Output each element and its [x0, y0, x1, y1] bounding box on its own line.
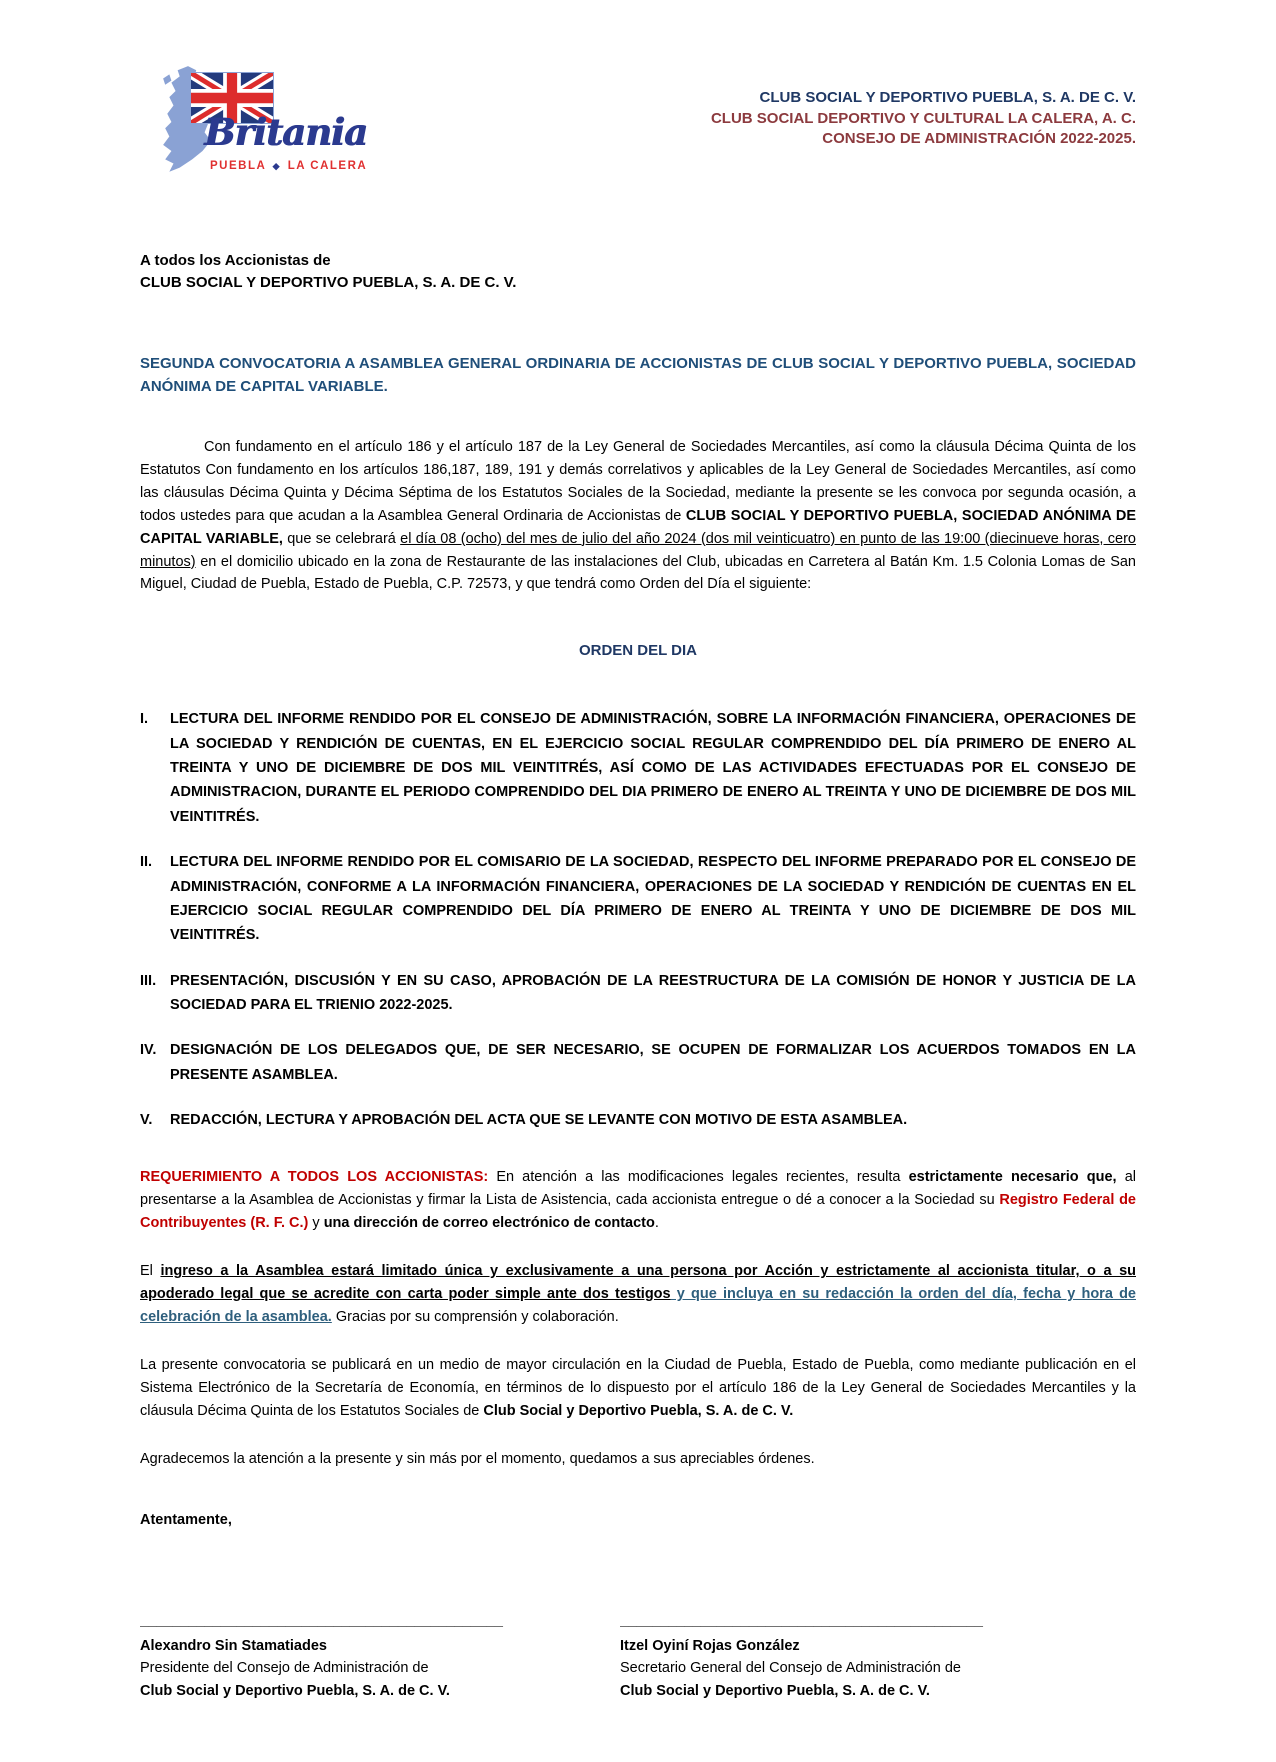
recipient-block [140, 250, 1136, 294]
org-line-2: CLUB SOCIAL DEPORTIVO Y CULTURAL LA CALERA, A. C. [710, 109, 1136, 127]
letterhead-org-lines [711, 62, 1136, 150]
orden-del-dia-heading: ORDEN DEL DIA [578, 642, 698, 660]
orden-item-4-numeral: IV. [140, 1042, 157, 1059]
orden-item-3-numeral: III. [140, 972, 157, 989]
signature-left-company: Club Social y Deportivo Puebla, S. A. de C. V. [140, 1682, 450, 1699]
ingreso-paragraph: El ingreso a la Asamblea estará limitado única y exclusivamente a una persona por Acción y estrictamente al accionista titular, o a su apoderado legal que se acredite con carta poder simple ante dos testigos y que incluya en su redacción la orden del día, fecha y hora de celebración de la asamblea. Gracias por su comprensión y colaboración. [140, 1263, 1136, 1325]
intro-paragraph: Con fundamento en el artículo 186 y el artículo 187 de la Ley General de Sociedades Mercantiles, así como la cláusula Décima Quinta de los Estatutos Con fundamento en los artículos 186,187, 189, 191 y demás correlativos y aplicables de la Ley General de Sociedades Mercantiles, así como las cláusulas Décima Quinta y Décima Séptima de los Estatutos Sociales de la Sociedad, mediante la presente se les convoca por segunda ocasión, a todos ustedes para que acudan a la Asamblea General Ordinaria de Accionistas de CLUB SOCIAL Y DEPORTIVO PUEBLA, SOCIEDAD ANÓNIMA DE CAPITAL VARIABLE, que se celebrará el día 08 (ocho) del mes de julio del año 2024 (dos mil veinticuatro) en punto de las 19:00 (diecinueve horas, cero minutos) en el domicilio ubicado en la zona de Restaurante de las instalaciones del Club, ubicadas en Carretera al Batán Km. 1.5 Colonia Lomas de San Miguel, Ciudad de Puebla, Estado de Puebla, C.P. 72573, y que tendrá como Orden del Día el siguiente: [140, 439, 1136, 593]
signature-left [140, 1610, 610, 1702]
orden-item-5 [140, 1108, 1136, 1132]
orden-item-2-text: LECTURA DEL INFORME RENDIDO POR EL COMISARIO DE LA SOCIEDAD, RESPECTO DEL INFORME PREPARADO POR EL CONSEJO DE ADMINISTRACIÓN, CONFORME A LA INFORMACIÓN FINANCIERA, OPERACIONES DE LA SOCIEDAD Y RENDICIÓN DE CUENTAS EN EL EJERCICIO SOCIAL REGULAR COMPRENDIDO DEL DÍA PRIMERO DE ENERO AL TREINTA Y UNO DE DICIEMBRE DE DOS MIL VEINTITRÉS. [170, 854, 1136, 944]
orden-item-1-numeral: I. [140, 711, 149, 728]
signature-right-line: _____________________________________________ [620, 1613, 983, 1630]
logo-tagline [210, 160, 367, 172]
logo-tagline-right: LA CALERA [287, 160, 368, 172]
signature-right-company: Club Social y Deportivo Puebla, S. A. de C. V. [620, 1682, 930, 1699]
signature-block [140, 1610, 1136, 1702]
recipient-line-2: CLUB SOCIAL Y DEPORTIVO PUEBLA, S. A. DE C. V. [140, 273, 517, 291]
signature-left-name: Alexandro Sin Stamatiades [140, 1637, 327, 1654]
signature-right-role: Secretario General del Consejo de Administración de [620, 1660, 961, 1677]
diamond-icon: ◆ [272, 161, 281, 171]
orden-item-3-text: PRESENTACIÓN, DISCUSIÓN Y EN SU CASO, APROBACIÓN DE LA REESTRUCTURA DE LA COMISIÓN DE HONOR Y JUSTICIA DE LA SOCIEDAD PARA EL TRIENIO 2022-2025. [170, 972, 1136, 1013]
britania-logo [148, 62, 368, 182]
signature-left-role: Presidente del Consejo de Administración de [140, 1660, 429, 1677]
orden-del-dia-list [140, 707, 1136, 1132]
signature-left-line: _____________________________________________ [140, 1613, 503, 1630]
orden-item-1-text: LECTURA DEL INFORME RENDIDO POR EL CONSEJO DE ADMINISTRACIÓN, SOBRE LA INFORMACIÓN FINANCIERA, OPERACIONES DE LA SOCIEDAD Y RENDICIÓN DE CUENTAS, EN EL EJERCICIO SOCIAL REGULAR COMPRENDIDO DEL DÍA PRIMERO DE ENERO AL TREINTA Y UNO DE DICIEMBRE DE DOS MIL VEINTITRÉS, ASÍ COMO DE LAS ACTIVIDADES EFECTUADAS POR EL CONSEJO DE ADMINISTRACION, DURANTE EL PERIODO COMPRENDIDO DEL DIA PRIMERO DE ENERO AL TREINTA Y UNO DE DICIEMBRE DE DOS MIL VEINTITRÉS. [170, 711, 1136, 825]
orden-item-5-numeral: V. [140, 1112, 153, 1129]
orden-item-1 [140, 707, 1136, 829]
signature-right [620, 1610, 1090, 1702]
closing-paragraph: Agradecemos la atención a la presente y sin más por el momento, quedamos a sus apreciables órdenes. [140, 1450, 815, 1467]
orden-item-5-text: REDACCIÓN, LECTURA Y APROBACIÓN DEL ACTA QUE SE LEVANTE CON MOTIVO DE ESTA ASAMBLEA. [170, 1112, 908, 1129]
org-line-3: CONSEJO DE ADMINISTRACIÓN 2022-2025. [822, 130, 1136, 148]
document-title: SEGUNDA CONVOCATORIA A ASAMBLEA GENERAL ORDINARIA DE ACCIONISTAS DE CLUB SOCIAL Y DEPORTIVO PUEBLA, SOCIEDAD ANÓNIMA DE CAPITAL VARIABLE. [140, 354, 1136, 395]
letterhead [140, 62, 1136, 190]
org-line-1: CLUB SOCIAL Y DEPORTIVO PUEBLA, S. A. DE C. V. [759, 89, 1136, 106]
logo-tagline-left: PUEBLA [210, 160, 266, 172]
orden-item-3 [140, 969, 1136, 1018]
requerimiento-paragraph: REQUERIMIENTO A TODOS LOS ACCIONISTAS: En atención a las modificaciones legales recientes, resulta estrictamente necesario que, al presentarse a la Asamblea de Accionistas y firmar la Lista de Asistencia, cada accionista entregue o dé a conocer a la Sociedad su Registro Federal de Contribuyentes (R. F. C.) y una dirección de correo electrónico de contacto. [140, 1169, 1136, 1232]
orden-item-2 [140, 850, 1136, 947]
publicacion-paragraph: La presente convocatoria se publicará en un medio de mayor circulación en la Ciudad de Puebla, Estado de Puebla, como mediante publicación en el Sistema Electrónico de la Secretaría de Economía, en términos de lo dispuesto por el artículo 186 de la Ley General de Sociedades Mercantiles y la cláusula Décima Quinta de los Estatutos Sociales de Club Social y Deportivo Puebla, S. A. de C. V. [140, 1356, 1136, 1419]
recipient-line-1: A todos los Accionistas de [140, 252, 331, 269]
orden-item-4-text: DESIGNACIÓN DE LOS DELEGADOS QUE, DE SER NECESARIO, SE OCUPEN DE FORMALIZAR LOS ACUERDOS TOMADOS EN LA PRESENTE ASAMBLEA. [170, 1042, 1136, 1083]
valediction: Atentamente, [140, 1512, 232, 1529]
orden-item-4 [140, 1038, 1136, 1087]
signature-right-name: Itzel Oyiní Rojas González [620, 1637, 800, 1654]
logo-brand-name: Britania [204, 110, 367, 154]
orden-item-2-numeral: II. [140, 854, 153, 871]
